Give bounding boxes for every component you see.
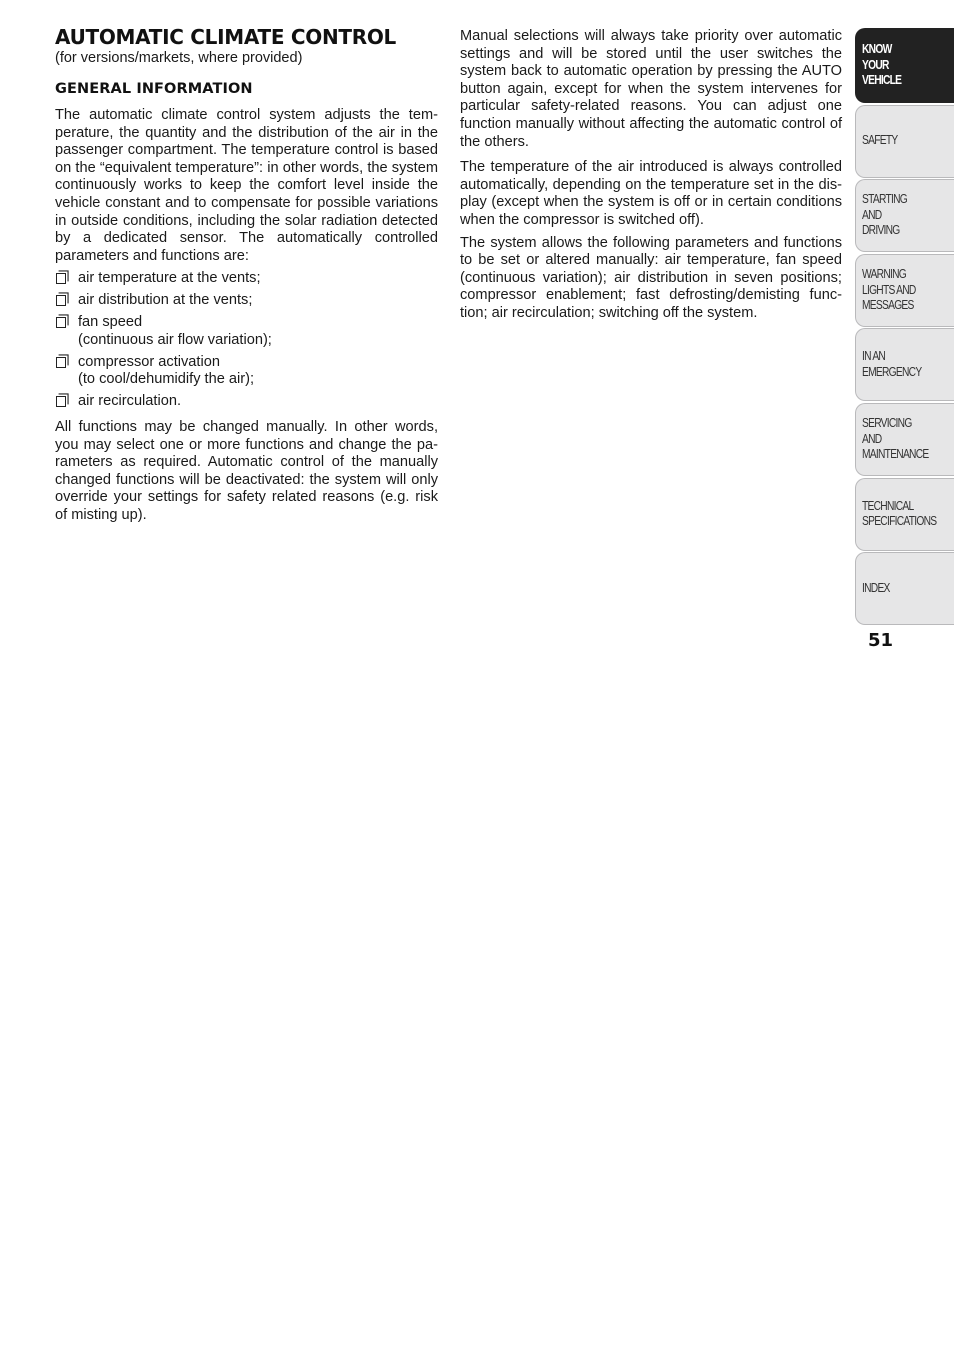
tab-index[interactable]: INDEX: [855, 552, 954, 625]
tab-technical-specifications[interactable]: TECHNICAL SPECIFICATIONS: [855, 478, 954, 551]
tab-starting-and-driving[interactable]: STARTING AND DRIVING: [855, 179, 954, 252]
right-column: [460, 28, 842, 328]
manual-selection-paragraph: Manual selections will always take priority over automatic settings and will be stored until the user switches the system back to automatic operation by pressing the AUTO button again, except for when the system intervenes for particular safety-related reasons. You can adjust one function manually without affecting the automatic control of the others.: [460, 28, 842, 150]
closing-paragraph: All functions may be changed manually. In other words, you may select one or more functions and change the parameters as required. Automatic control of the manually changed functions will be deactivated: the system will only override your settings for safety related reasons (e.g. risk of misting up).: [55, 418, 438, 523]
page-number: 51: [868, 630, 894, 651]
controlled-functions-list: [55, 270, 438, 411]
list-item: air recirculation.: [55, 393, 438, 411]
temperature-paragraph: The temperature of the air introduced is always controlled automatically, depending on the temperature set in the display (except when the system is off or in certain conditions when the compressor is switched off).: [460, 159, 842, 228]
tab-safety[interactable]: SAFETY: [855, 105, 954, 178]
page-subtitle: (for versions/markets, where provided): [55, 50, 303, 66]
list-item: air distribution at the vents;: [55, 292, 438, 310]
manual-parameters-paragraph: The system allows the following parameters and functions to be set or altered manually: air temperature, fan speed (continuous variation); air distribution in seven positions; compressor enablement; fast defrosting/demisting function; air recirculation; switching off the system.: [460, 234, 842, 321]
section-heading: GENERAL INFORMATION: [55, 81, 253, 97]
intro-paragraph: The automatic climate control system adjusts the temperature, the quantity and the distribution of the air in the passenger compartment. The temperature control is based on the “equivalent temperature”: in other words, the system continuously works to keep the comfort level inside the vehicle constant and to compensate for possible variations in outside conditions, including the solar radiation detected by a dedicated sensor. The automatically controlled parameters and functions are:: [55, 107, 438, 264]
checkbox-bullet-icon: [56, 273, 66, 284]
page-title: AUTOMATIC CLIMATE CONTROL: [55, 25, 396, 49]
checkbox-bullet-icon: [56, 357, 66, 368]
tab-warning-lights-and-messages[interactable]: WARNING LIGHTS AND MESSAGES: [855, 254, 954, 327]
tab-know-your-vehicle[interactable]: KNOW YOUR VEHICLE: [855, 28, 954, 103]
left-column: [55, 25, 438, 529]
section-tab-index: [855, 28, 954, 627]
checkbox-bullet-icon: [56, 317, 66, 328]
tab-servicing-and-maintenance[interactable]: SERVICING AND MAINTENANCE: [855, 403, 954, 476]
list-item: compressor activation (to cool/dehumidify the air);: [55, 354, 438, 390]
checkbox-bullet-icon: [56, 295, 66, 306]
checkbox-bullet-icon: [56, 396, 66, 407]
tab-in-an-emergency[interactable]: IN AN EMERGENCY: [855, 328, 954, 401]
list-item: fan speed (continuous air flow variation);: [55, 314, 438, 350]
list-item: air temperature at the vents;: [55, 270, 438, 288]
